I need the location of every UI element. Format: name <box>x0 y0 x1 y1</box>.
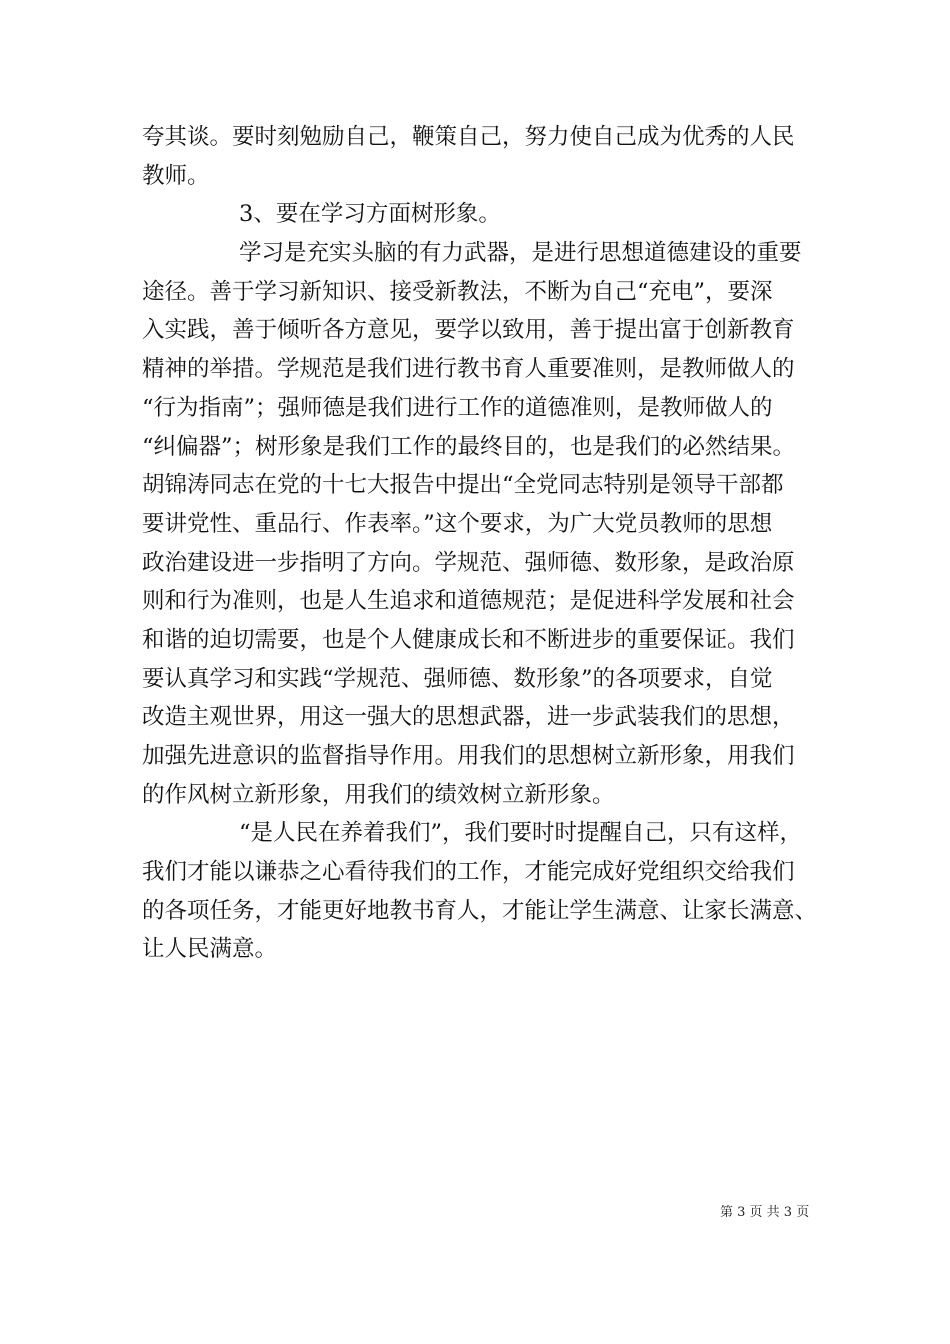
text-line: 要讲党性、重品行、作表率。”这个要求，为广大党员教师的思想 <box>142 510 773 537</box>
text-line: “行为指南”；强师德是我们进行工作的道德准则，是教师做人的 <box>142 394 773 421</box>
text-line: 我们才能以谦恭之心看待我们的工作，才能完成好党组织交给我们 <box>142 859 795 886</box>
text-line: 则和行为准则，也是人生追求和道德规范；是促进科学发展和社会 <box>142 588 795 615</box>
text-line: 夸其谈。要时刻勉励自己，鞭策自己，努力使自己成为优秀的人民 <box>142 124 795 150</box>
text-line: 和谐的迫切需要，也是个人健康成长和不断进步的重要保证。我们 <box>142 626 795 653</box>
text-line: 入实践，善于倾听各方意见，要学以致用，善于提出富于创新教育 <box>142 317 795 344</box>
text-line: 的各项任务，才能更好地教书育人，才能让学生满意、让家长满意、 <box>142 897 818 924</box>
text-line: 教师。 <box>142 162 210 189</box>
text-line: 加强先进意识的监督指导作用。用我们的思想树立新形象，用我们 <box>142 743 795 769</box>
text-line: 学习是充实头脑的有力武器，是进行思想道德建设的重要 <box>239 240 802 267</box>
text-line: 要认真学习和实践“学规范、强师德、数形象”的各项要求，自觉 <box>142 665 773 692</box>
text-line: 政治建设进一步指明了方向。学规范、强师德、数形象，是政治原 <box>142 549 795 576</box>
text-line: “纠偏器”；树形象是我们工作的最终目的，也是我们的必然结果。 <box>142 433 796 460</box>
text-line: “是人民在养着我们”，我们要时时提醒自己，只有这样， <box>239 820 803 847</box>
text-line: 改造主观世界，用这一强大的思想武器，进一步武装我们的思想， <box>142 704 795 731</box>
text-line: 精神的举措。学规范是我们进行教书育人重要准则，是教师做人的 <box>142 356 795 383</box>
document-body <box>142 118 818 969</box>
page-number-footer: 第 3 页 共 3 页 <box>720 1205 810 1220</box>
text-line: 途径。善于学习新知识、接受新教法，不断为自己“充电”，要深 <box>142 278 773 305</box>
text-line: 让人民满意。 <box>142 936 278 963</box>
text-line: 胡锦涛同志在党的十七大报告中提出“全党同志特别是领导干部都 <box>142 472 784 499</box>
text-line: 的作风树立新形象，用我们的绩效树立新形象。 <box>142 781 615 808</box>
section-heading: 3、要在学习方面树形象。 <box>239 201 501 228</box>
